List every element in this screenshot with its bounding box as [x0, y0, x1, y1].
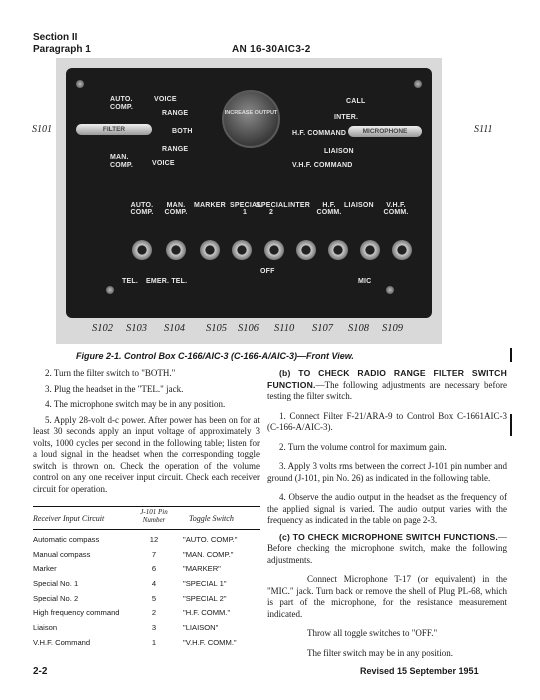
toggle-label-special-1: SPECIAL 1: [230, 202, 262, 216]
callout-s110: S110: [274, 323, 295, 334]
figure-photo: [56, 58, 442, 344]
label-comp-2: COMP.: [110, 162, 134, 169]
volume-control-dial[interactable]: [222, 90, 280, 148]
table-row: [33, 579, 260, 594]
toggle-switch[interactable]: [264, 240, 284, 260]
callout-s104: S104: [164, 323, 185, 334]
cell-toggle: "MAN. COMP.": [183, 549, 234, 559]
cell-toggle: "SPECIAL 2": [183, 593, 227, 603]
screw-icon: [414, 80, 422, 88]
cell-pin: 4: [151, 579, 157, 589]
jack-label-tel: TEL.: [122, 278, 138, 285]
callout-s103: S103: [126, 323, 147, 334]
cell-pin: 6: [151, 564, 157, 574]
label-call: CALL: [346, 98, 366, 105]
callout-s102: S102: [92, 323, 113, 334]
label-auto: AUTO.: [110, 96, 133, 103]
change-bar: [510, 414, 512, 436]
figure-caption: Figure 2-1. Control Box C-166/AIC-3 (C-166-A/AIC-3)—Front View.: [76, 351, 354, 361]
cell-circuit: Automatic compass: [33, 535, 100, 544]
cell-circuit: Liaison: [33, 623, 58, 633]
toggle-switch[interactable]: [232, 240, 252, 260]
label-voice: VOICE: [154, 96, 177, 103]
cell-circuit: High frequency command: [33, 608, 120, 618]
label-both: BOTH: [172, 128, 193, 135]
toggle-switch[interactable]: [360, 240, 380, 260]
cell-toggle: "AUTO. COMP.": [183, 535, 238, 544]
revision-date: Revised 15 September 1951: [360, 666, 479, 676]
page-number: 2-2: [33, 666, 48, 677]
cell-pin: 3: [151, 623, 157, 633]
dial-label: INCREASE OUTPUT: [224, 110, 278, 116]
toggle-switch[interactable]: [296, 240, 316, 260]
jack-label-emer-tel: EMER. TEL.: [146, 278, 188, 285]
cell-circuit: V.H.F. Command: [33, 637, 91, 647]
label-hf-command: H.F. COMMAND: [292, 130, 347, 137]
cell-circuit: Special No. 1: [33, 579, 79, 589]
label-voice-2: VOICE: [152, 160, 175, 167]
pointer-s111: S111: [474, 124, 493, 135]
toggle-switch[interactable]: [200, 240, 220, 260]
cell-toggle: "SPECIAL 1": [183, 579, 227, 589]
receiver-table: [33, 506, 260, 653]
callout-s108: S108: [348, 323, 369, 334]
toggle-label-liaison: LIAISON: [344, 202, 374, 209]
toggle-label-marker: MARKER: [194, 202, 226, 209]
right-column: [267, 368, 507, 659]
c-para-2: Throw all toggle switches to "OFF.": [307, 628, 438, 638]
toggle-label-hf-comm: H.F. COMM.: [316, 202, 342, 216]
left-column: [33, 368, 260, 495]
cell-toggle: "LIAISON": [183, 623, 219, 633]
header-toggle: Toggle Switch: [189, 514, 234, 523]
screw-icon: [106, 286, 114, 294]
label-man: MAN.: [110, 154, 129, 161]
cell-pin: 2: [151, 608, 157, 618]
cell-circuit: Special No. 2: [33, 593, 79, 603]
b-step-1: 1. Connect Filter F-21/ARA-9 to Control Box C-1661AIC-3 (C-166-A/AIC-3).: [267, 410, 507, 432]
c-para-3: The filter switch may be in any position.: [307, 647, 453, 658]
label-inter: INTER.: [334, 114, 359, 121]
header-receiver: Receiver Input Circuit: [33, 514, 105, 523]
callout-s106: S106: [238, 323, 259, 334]
table-row: [33, 623, 260, 638]
table-row: [33, 535, 260, 550]
doc-number: AN 16-30AIC3-2: [232, 44, 311, 55]
c-para-1: Connect Microphone T-17 (or equivalent) in the "MIC." jack. Turn back or remove the shell of Plug PL-68, which is part of the microphone, for the resistance measurement indicated.: [267, 574, 507, 619]
table-row: [33, 594, 260, 609]
toggle-label-special-2: SPECIAL 2: [256, 202, 288, 216]
b-step-2: 2. Turn the volume control for maximum gain.: [279, 441, 447, 452]
callout-s105: S105: [206, 323, 227, 334]
table-row: [33, 638, 260, 653]
paragraph-label: Paragraph 1: [33, 44, 91, 55]
cell-circuit: Marker: [33, 564, 57, 574]
table-header: [33, 507, 260, 529]
toggle-label-inter: INTER: [288, 202, 310, 209]
header-pin: J-101 Pin Number: [140, 508, 168, 524]
control-box-panel: [66, 68, 432, 318]
label-vhf-command: V.H.F. COMMAND: [292, 162, 353, 169]
step-2: 2. Turn the filter switch to "BOTH.": [45, 368, 176, 378]
pointer-s101: S101: [32, 124, 52, 135]
cell-toggle: "MARKER": [183, 564, 221, 574]
section-b-heading: (b) TO CHECK RADIO RANGE FILTER SWITCH FUNCTION.: [267, 368, 507, 390]
label-range-2: RANGE: [162, 146, 189, 153]
screw-icon: [386, 286, 394, 294]
toggle-switch[interactable]: [392, 240, 412, 260]
callout-s107: S107: [312, 323, 333, 334]
table-row: [33, 564, 260, 579]
label-liaison: LIAISON: [324, 148, 354, 155]
table-rule: [33, 529, 260, 530]
toggle-switch[interactable]: [166, 240, 186, 260]
filter-switch-lever[interactable]: FILTER: [76, 124, 152, 135]
label-comp: COMP.: [110, 104, 134, 111]
cell-pin: 7: [151, 549, 157, 559]
jack-label-mic: MIC: [358, 278, 372, 285]
cell-pin: 12: [149, 535, 159, 544]
step-4: 4. The microphone switch may be in any position.: [45, 399, 226, 409]
cell-toggle: "V.H.F. COMM.": [183, 637, 237, 647]
b-step-3: 3. Apply 3 volts rms between the correct J-101 pin number and ground (J-101, pin No. 26) as indicated in the following table.: [267, 461, 507, 483]
toggle-switch[interactable]: [132, 240, 152, 260]
change-bar: [510, 348, 512, 362]
cell-circuit: Manual compass: [33, 549, 91, 559]
b-step-4: 4. Observe the audio output in the headset as the frequency of the applied signal is varied. The audio output varies with the frequency as indicated in the table on page 2-3.: [267, 492, 507, 525]
step-3: 3. Plug the headset in the "TEL." jack.: [45, 383, 184, 394]
label-range: RANGE: [162, 110, 189, 117]
toggle-label-vhf-comm: V.H.F. COMM.: [383, 202, 409, 216]
section-c-intro: —Before checking the microphone switch, make the following adjustments.: [267, 531, 507, 565]
step-5: 5. Apply 28-volt d-c power. After power has been on for at least 30 seconds apply an input voltage of approximately 3 volts, 1000 cycles per second in the following table; listen for a loud signal in the headset when the corresponding toggle switch is thrown on. Check the operation of the volume control on any one receiver input circuit. Check each receiver circuit for operation.: [33, 414, 260, 494]
section-c-heading: (c) TO CHECK MICROPHONE SWITCH FUNCTIONS.: [279, 531, 498, 542]
cell-pin: 1: [151, 637, 157, 647]
toggle-label-auto-comp: AUTO. COMP.: [130, 202, 154, 216]
section-b-intro: —The following adjustments are necessary before testing the filter switch.: [267, 379, 507, 401]
table-row: [33, 550, 260, 565]
cell-pin: 5: [151, 593, 157, 603]
screw-icon: [76, 80, 84, 88]
section-label: Section II: [33, 32, 78, 43]
toggle-switch[interactable]: [328, 240, 348, 260]
table-row: [33, 608, 260, 623]
cell-toggle: "H.F. COMM.": [183, 608, 231, 618]
microphone-switch-lever[interactable]: MICROPHONE: [348, 126, 422, 137]
off-label: OFF: [260, 268, 275, 275]
toggle-label-man-comp: MAN. COMP.: [164, 202, 188, 216]
callout-s109: S109: [382, 323, 403, 334]
